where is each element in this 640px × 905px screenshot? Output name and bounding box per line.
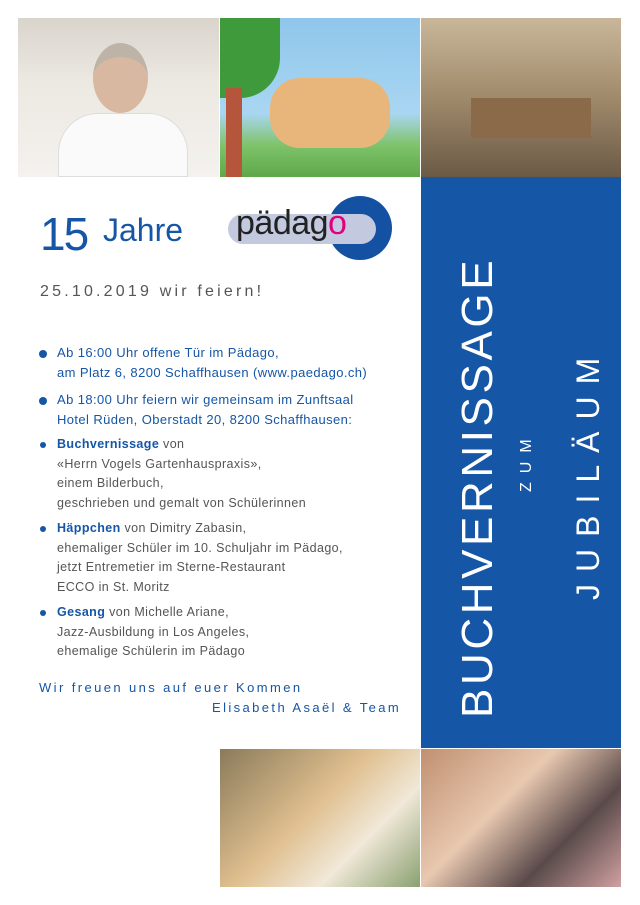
photo-child-painting: [220, 749, 420, 887]
item-key: Gesang: [57, 605, 106, 619]
side-zum: ZUM: [518, 430, 535, 492]
bullet-icon: [40, 442, 46, 448]
item-key: Buchvernissage: [57, 437, 160, 451]
side-jubilaeum: JUBILÄUM: [570, 345, 606, 600]
closing-signature: Elisabeth Asaël & Team: [212, 700, 402, 715]
item-line: Ab 18:00 Uhr feiern wir gemeinsam im Zunftsaal: [57, 392, 354, 407]
item-line: ECCO in St. Moritz: [57, 579, 170, 594]
years-number: 15: [40, 208, 88, 260]
item-line: Jazz-Ausbildung in Los Angeles,: [57, 624, 250, 639]
item-line: ehemalige Schülerin im Pädago: [57, 644, 246, 658]
item-key: Häppchen: [57, 521, 121, 535]
photo-portrait: [18, 18, 219, 177]
list-item: [57, 390, 354, 429]
side-title: BUCHVERNISSAGE: [453, 256, 502, 718]
item-line: jetzt Entremetier im Sterne-Restaurant: [57, 560, 286, 574]
item-line: am Platz 6, 8200 Schaffhausen (www.paedago.ch): [57, 364, 368, 380]
photo-students-terrace: [421, 18, 621, 177]
bullet-icon: [39, 397, 47, 405]
bullet-icon: [40, 526, 46, 532]
years-label: Jahre: [103, 212, 184, 248]
list-item: [57, 343, 367, 382]
list-item: [57, 435, 306, 513]
item-line: Ab 16:00 Uhr offene Tür im Pädago,: [57, 345, 279, 360]
item-line: einem Bilderbuch,: [57, 476, 164, 490]
bullet-icon: [40, 610, 46, 616]
list-item: [57, 603, 249, 662]
closing-line: Wir freuen uns auf euer Kommen: [39, 680, 303, 695]
photo-dinner-table: [18, 749, 219, 887]
item-line: Hotel Rüden, Oberstadt 20, 8200 Schaffhausen:: [57, 411, 353, 427]
bullet-icon: [39, 350, 47, 358]
list-item: [57, 519, 343, 597]
date-line: 25.10.2019 wir feiern!: [40, 283, 265, 300]
photo-conversation: [421, 749, 621, 887]
item-rest: von Dimitry Zabasin,: [120, 521, 247, 535]
item-line: «Herrn Vogels Gartenhauspraxis»,: [57, 456, 262, 471]
item-rest: von Michelle Ariane,: [105, 605, 229, 619]
paedago-logo: pädago: [228, 196, 398, 268]
item-line: geschrieben und gemalt von Schülerinnen: [57, 495, 307, 510]
item-rest: von: [159, 437, 185, 451]
item-line: ehemaliger Schüler im 10. Schuljahr im Pädago,: [57, 540, 343, 555]
photo-cat-drawing: [220, 18, 420, 177]
